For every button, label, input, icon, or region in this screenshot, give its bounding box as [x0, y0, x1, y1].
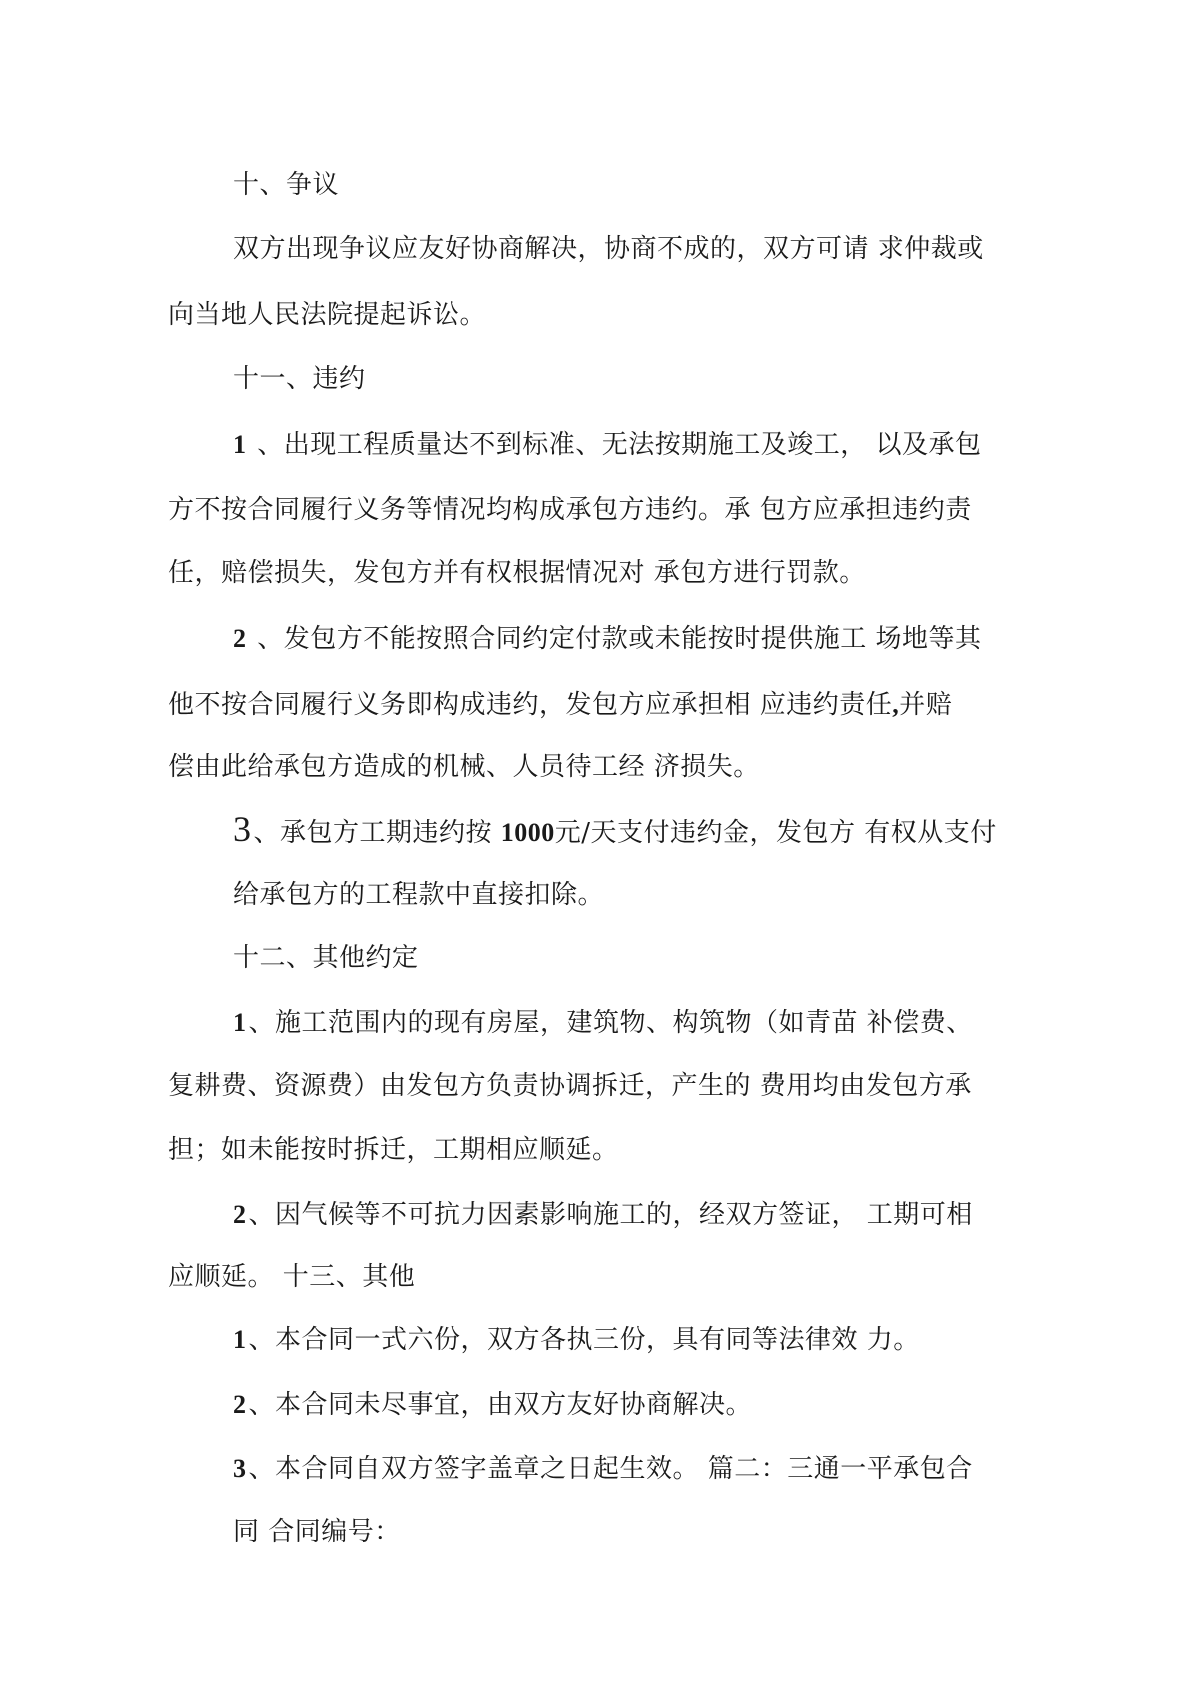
- clause-12-1-line: 复耕费、资源费）由发包方负责协调拆迁，产生的 费用均由发包方承: [168, 1071, 972, 1101]
- clause-11-1-line: 方不按合同履行义务等情况均构成承包方违约。承 包方应承担违约责: [168, 495, 972, 525]
- clause-number: 3: [233, 1454, 247, 1483]
- clause-11-3-line: 3、承包方工期违约按 1000元/天支付违约金，发包方 有权从支付: [233, 809, 997, 849]
- clause-13-2-line: 2、本合同未尽事宜，由双方友好协商解决。: [233, 1390, 753, 1420]
- paragraph-line: 向当地人民法院提起诉讼。: [168, 300, 487, 330]
- clause-number: 2: [233, 1390, 247, 1419]
- clause-11-2-line: 2 、发包方不能按照合同约定付款或未能按时提供施工 场地等其: [233, 624, 982, 654]
- clause-11-1-line: 任，赔偿损失，发包方并有权根据情况对 承包方进行罚款。: [168, 558, 866, 588]
- section-heading-other-agreements: 十二、其他约定: [233, 943, 419, 973]
- section-heading-dispute: 十、争议: [233, 170, 340, 200]
- clause-13-1-line: 1、本合同一式六份，双方各执三份，具有同等法律效 力。: [233, 1325, 920, 1355]
- clause-12-1-line: 担；如未能按时拆迁，工期相应顺延。: [168, 1135, 619, 1165]
- clause-11-3-line: 给承包方的工程款中直接扣除。: [233, 880, 605, 910]
- clause-12-2-line: 2、因气候等不可抗力因素影响施工的，经双方签证， 工期可相: [233, 1200, 973, 1230]
- paragraph-line: 双方出现争议应友好协商解决，协商不成的，双方可请 求仲裁或: [233, 234, 984, 264]
- clause-number: 2: [233, 624, 247, 653]
- clause-number: 1: [233, 1008, 247, 1037]
- contract-number-label: 同 合同编号：: [233, 1517, 401, 1547]
- clause-13-3-line: 3、本合同自双方签字盖章之日起生效。 篇二：三通一平承包合: [233, 1454, 973, 1484]
- clause-11-2-line: 偿由此给承包方造成的机械、人员待工经 济损失。: [168, 752, 760, 782]
- clause-11-2-line: 他不按合同履行义务即构成违约，发包方应承担相 应违约责任,并赔: [168, 690, 953, 720]
- clause-12-2-line: 应顺延。 十三、其他: [168, 1262, 416, 1292]
- clause-number: 3: [233, 809, 252, 849]
- clause-number: 2: [233, 1200, 247, 1229]
- clause-12-1-line: 1、施工范围内的现有房屋，建筑物、构筑物（如青苗 补偿费、: [233, 1008, 973, 1038]
- penalty-amount: 1000: [500, 818, 555, 847]
- clause-number: 1: [233, 430, 247, 459]
- section-heading-breach: 十一、违约: [233, 364, 366, 394]
- clause-number: 1: [233, 1325, 247, 1354]
- clause-11-1-line: 1 、出现工程质量达不到标准、无法按期施工及竣工， 以及承包: [233, 430, 982, 460]
